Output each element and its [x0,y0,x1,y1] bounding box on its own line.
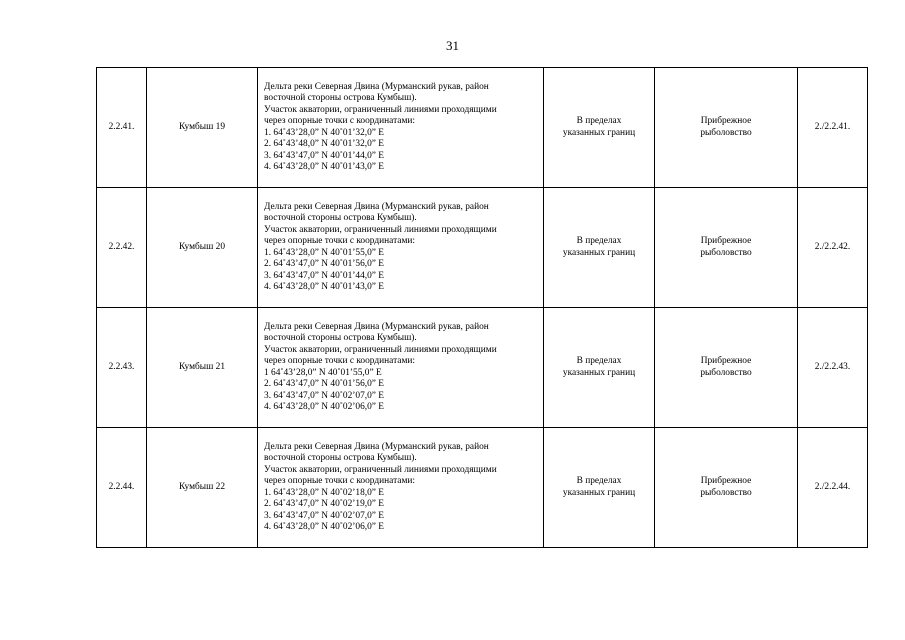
usage-line: Прибрежное [700,356,752,366]
description-line: 2. 64˚43’47,0” N 40˚02’19,0” E [264,499,385,509]
description-line: через опорные точки с координатами: [264,476,416,486]
description-line: через опорные точки с координатами: [264,356,416,366]
table-row [97,188,868,308]
description-line: восточной стороны острова Кумбыш). [264,213,417,223]
page-number: 31 [446,38,459,53]
fishing-areas-table [96,67,868,548]
area-number-cell: 2.2.43. [97,308,147,428]
area-boundary-cell [544,308,655,428]
area-usage-cell [655,428,798,548]
description-line: 1. 64˚43’28,0” N 40˚02’18,0” E [264,487,385,498]
area-boundary-cell [544,188,655,308]
description-line: Дельта реки Северная Двина (Мурманский рукав, район [264,201,489,212]
usage-line: рыболовство [700,127,752,138]
boundary-line: В пределах [576,236,622,246]
boundary-line: В пределах [576,356,622,366]
description-line: Дельта реки Северная Двина (Мурманский рукав, район [264,81,489,92]
description-line: восточной стороны острова Кумбыш). [264,453,417,463]
boundary-line: указанных границ [562,127,636,138]
area-name-cell: Кумбыш 21 [147,308,258,428]
area-description-cell [258,68,544,188]
description-line: 2. 64˚43’47,0” N 40˚01’56,0” E [264,379,385,389]
description-line: Дельта реки Северная Двина (Мурманский рукав, район [264,441,489,452]
table-row [97,308,868,428]
area-boundary-cell [544,68,655,188]
usage-line: Прибрежное [700,116,752,126]
boundary-line: указанных границ [562,367,636,378]
area-description-cell [258,308,544,428]
description-line: 4. 64˚43’28,0” N 40˚02’06,0” E [264,522,385,532]
boundary-line: В пределах [576,476,622,486]
description-line: через опорные точки с координатами: [264,236,416,246]
area-number-cell: 2.2.44. [97,428,147,548]
area-code-cell: 2./2.2.41. [798,68,868,188]
description-line: 1 64˚43’28,0” N 40˚01’55,0” E [264,367,382,378]
description-line: 3. 64˚43’47,0” N 40˚02’07,0” E [264,510,385,521]
description-line: 4. 64˚43’28,0” N 40˚02’06,0” E [264,402,385,412]
usage-line: рыболовство [700,367,752,378]
area-usage-cell [655,308,798,428]
area-description-cell [258,188,544,308]
usage-line: рыболовство [700,247,752,258]
description-line: 3. 64˚43’47,0” N 40˚01’44,0” E [264,150,385,161]
description-line: Дельта реки Северная Двина (Мурманский рукав, район [264,321,489,332]
boundary-line: указанных границ [562,487,636,498]
area-number-cell: 2.2.41. [97,68,147,188]
area-usage-cell [655,188,798,308]
usage-line: Прибрежное [700,236,752,246]
description-line: Участок акватории, ограниченный линиями проходящими [264,104,497,115]
boundary-line: В пределах [576,116,622,126]
area-name-cell: Кумбыш 20 [147,188,258,308]
usage-line: рыболовство [700,487,752,498]
area-name-cell: Кумбыш 19 [147,68,258,188]
description-line: 2. 64˚43’48,0” N 40˚01’32,0” E [264,139,385,149]
description-line: 4. 64˚43’28,0” N 40˚01’43,0” E [264,282,385,292]
area-code-cell: 2./2.2.43. [798,308,868,428]
table-row [97,68,868,188]
description-line: 4. 64˚43’28,0” N 40˚01’43,0” E [264,162,385,172]
area-code-cell: 2./2.2.44. [798,428,868,548]
area-description-cell [258,428,544,548]
description-line: восточной стороны острова Кумбыш). [264,93,417,103]
description-line: Участок акватории, ограниченный линиями проходящими [264,224,497,235]
area-name-cell: Кумбыш 22 [147,428,258,548]
area-code-cell: 2./2.2.42. [798,188,868,308]
description-line: 3. 64˚43’47,0” N 40˚01’44,0” E [264,270,385,281]
table-row [97,428,868,548]
description-line: восточной стороны острова Кумбыш). [264,333,417,343]
description-line: Участок акватории, ограниченный линиями проходящими [264,464,497,475]
description-line: 3. 64˚43’47,0” N 40˚02’07,0” E [264,390,385,401]
description-line: Участок акватории, ограниченный линиями проходящими [264,344,497,355]
usage-line: Прибрежное [700,476,752,486]
description-line: 2. 64˚43’47,0” N 40˚01’56,0” E [264,259,385,269]
description-line: 1. 64˚43’28,0” N 40˚01’32,0” E [264,127,385,138]
description-line: 1. 64˚43’28,0” N 40˚01’55,0” E [264,247,385,258]
area-number-cell: 2.2.42. [97,188,147,308]
area-boundary-cell [544,428,655,548]
description-line: через опорные точки с координатами: [264,116,416,126]
area-usage-cell [655,68,798,188]
boundary-line: указанных границ [562,247,636,258]
